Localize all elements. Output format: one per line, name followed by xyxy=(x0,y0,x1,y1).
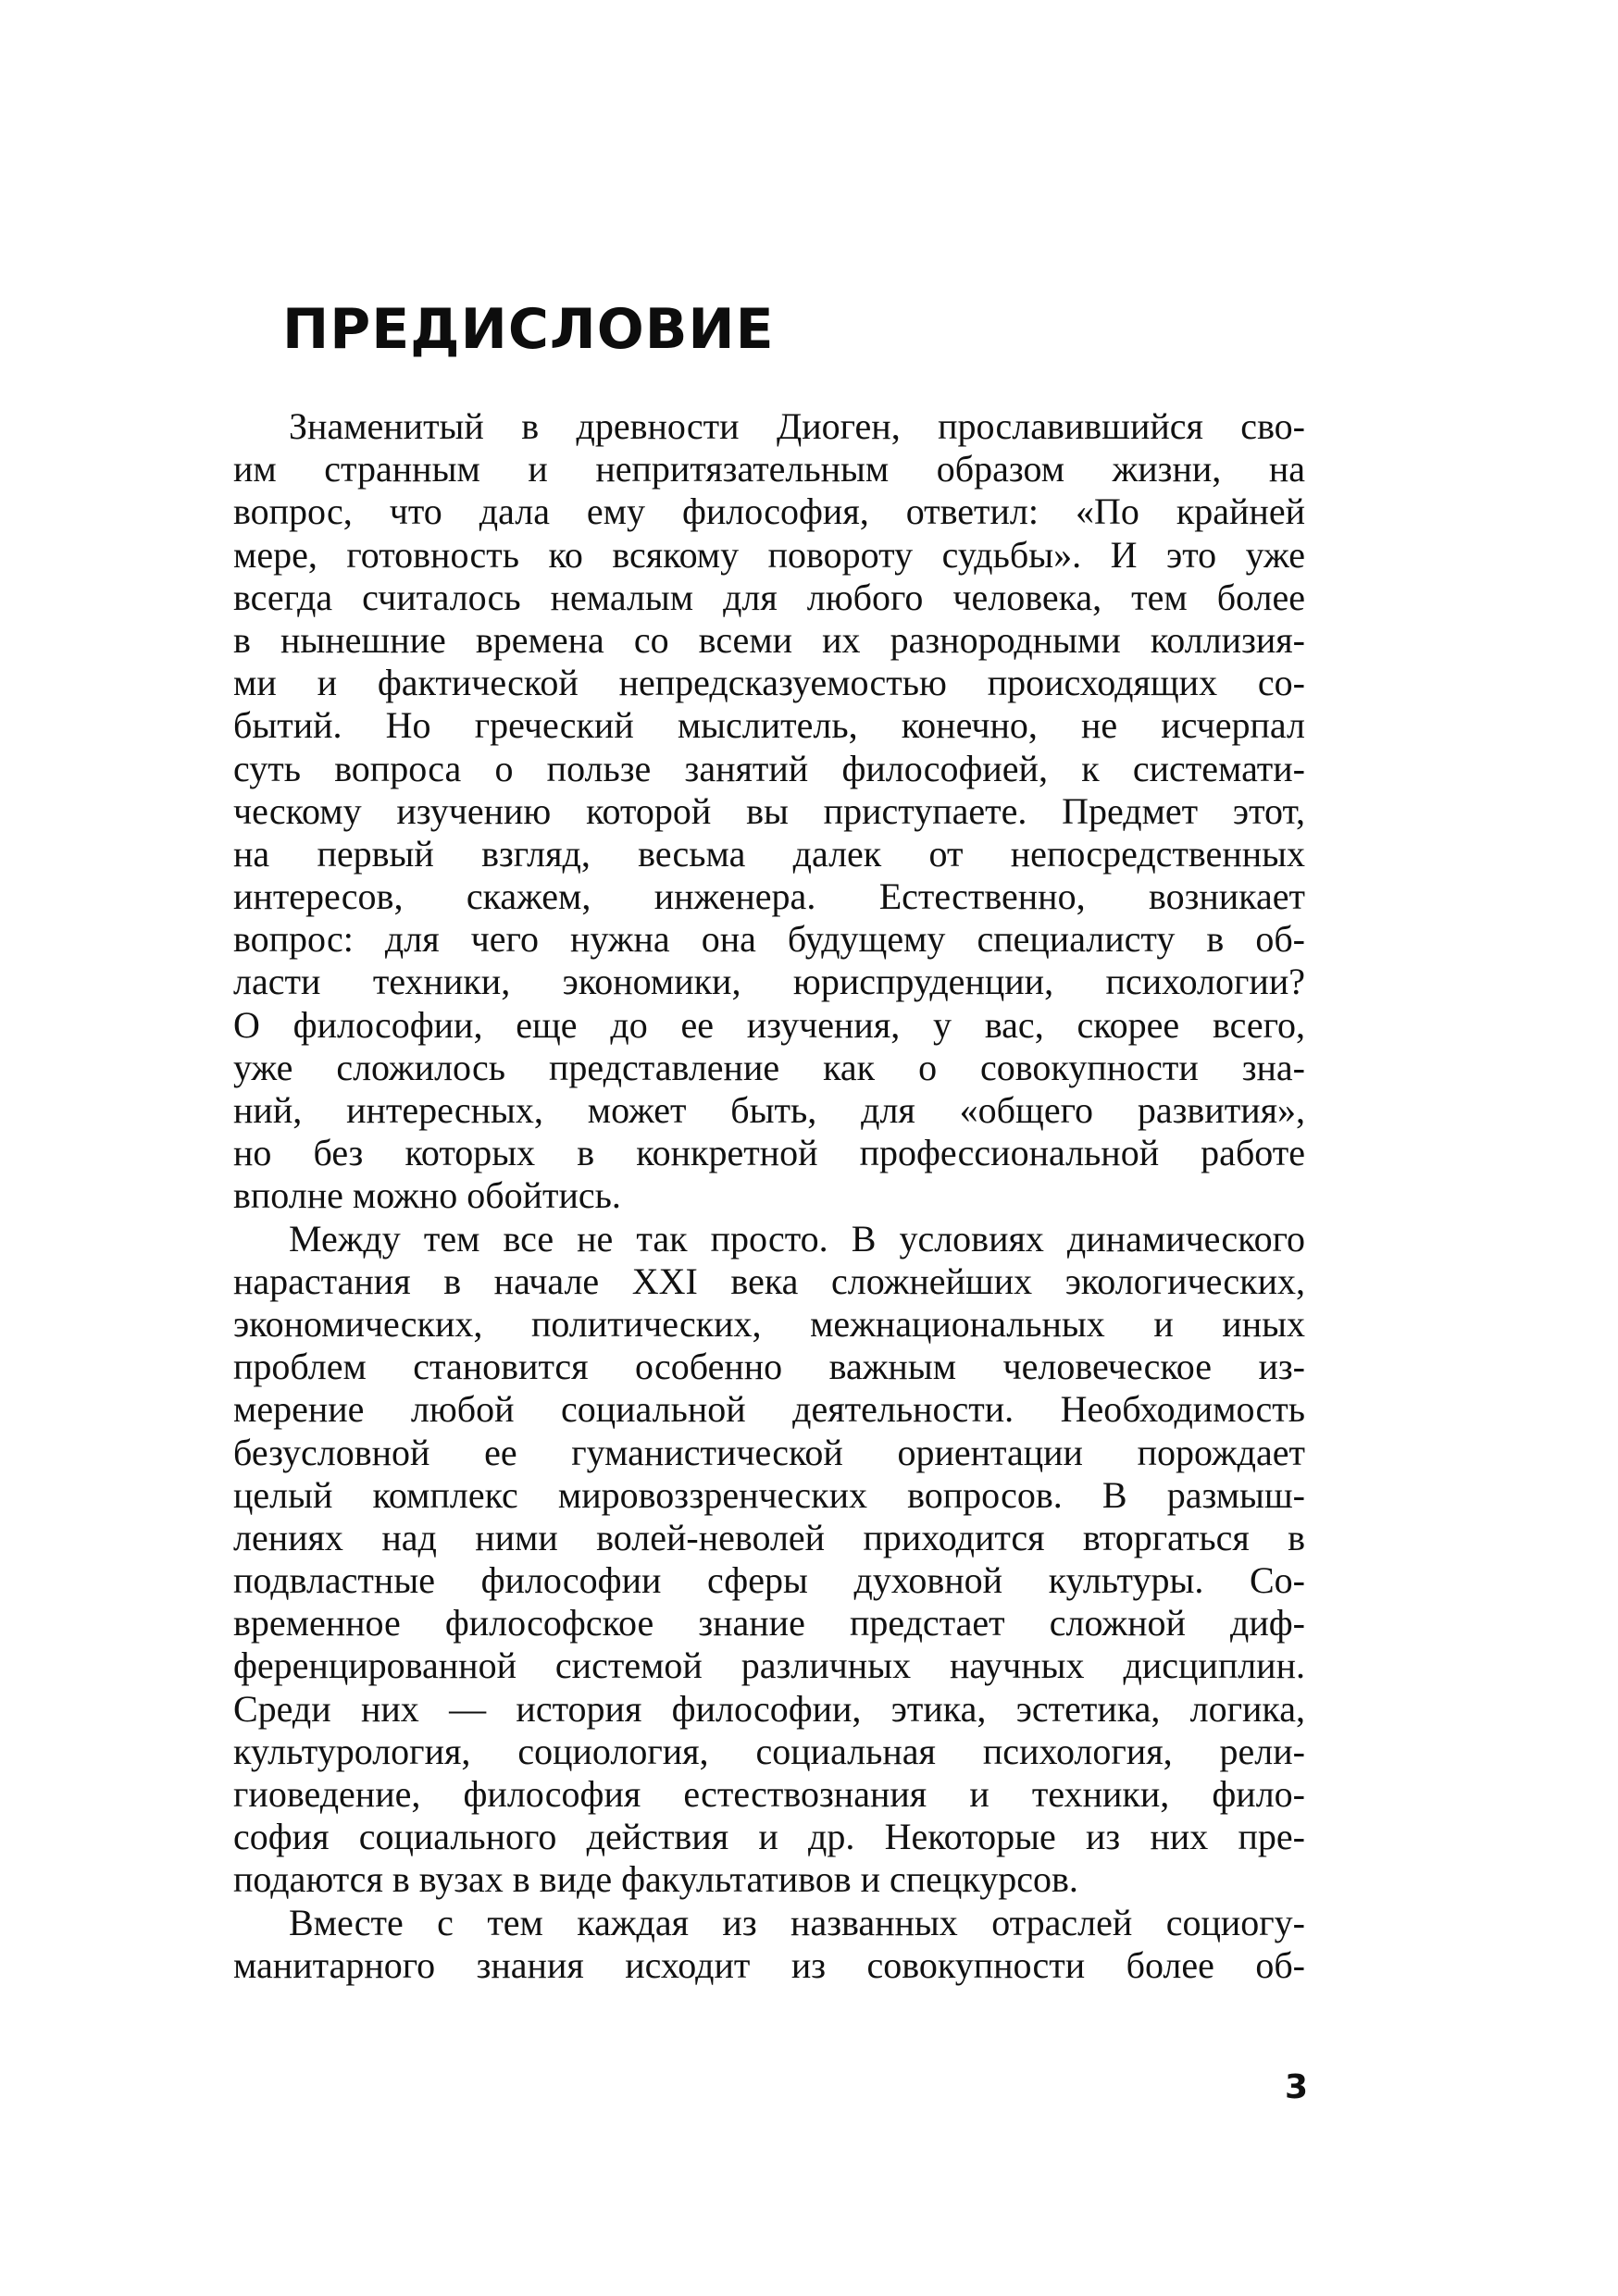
chapter-heading: ПРЕДИСЛОВИЕ xyxy=(282,297,775,362)
text-line: вполне можно обойтись. xyxy=(233,1174,621,1217)
text-line: вопрос, что дала ему философия, ответил: «По крайней xyxy=(233,490,1305,533)
text-line: Среди них — история философии, этика, эстетика, логика, xyxy=(233,1687,1305,1730)
text-line: бытий. Но греческий мыслитель, конечно, не исчерпал xyxy=(233,704,1305,747)
text-line: в нынешние времена со всеми их разнородными коллизия- xyxy=(233,618,1305,661)
text-line: уже сложилось представление как о совокупности зна- xyxy=(233,1046,1305,1088)
text-line: Знаменитый в древности Диоген, прославившийся сво- xyxy=(289,405,1305,447)
paragraph-2 xyxy=(233,1218,1305,1902)
text-line: целый комплекс мировоззренческих вопросов. В размыш- xyxy=(233,1473,1305,1516)
text-line: ческому изучению которой вы приступаете. Предмет этот, xyxy=(233,789,1305,832)
text-line: им странным и непритязательным образом жизни, на xyxy=(233,448,1305,490)
text-line: но без которых в конкретной профессиональной работе xyxy=(233,1132,1305,1174)
text-line: Вместе с тем каждая из названных отраслей социогу- xyxy=(289,1901,1305,1943)
text-line: подвластные философии сферы духовной культуры. Со- xyxy=(233,1559,1305,1602)
text-line: ний, интересных, может быть, для «общего развития», xyxy=(233,1089,1305,1131)
text-line: интересов, скажем, инженера. Естественно, возникает xyxy=(233,875,1305,918)
text-line: Между тем все не так просто. В условиях динамического xyxy=(289,1217,1305,1260)
text-line: суть вопроса о пользе занятий философией, к системати- xyxy=(233,747,1305,789)
text-line: безусловной ее гуманистической ориентации порождает xyxy=(233,1431,1305,1473)
paragraph-1 xyxy=(233,405,1305,1218)
text-line: экономических, политических, межнациональных и иных xyxy=(233,1302,1305,1345)
text-line: ласти техники, экономики, юриспруденции, психологии? xyxy=(233,961,1305,1003)
text-line: нарастания в начале XXI века сложнейших экологических, xyxy=(233,1260,1305,1302)
text-line: ференцированной системой различных научных дисциплин. xyxy=(233,1644,1305,1687)
text-line: манитарного знания исходит из совокупности более об- xyxy=(233,1943,1305,1986)
text-line: проблем становится особенно важным человеческое из- xyxy=(233,1346,1305,1388)
text-line: гиоведение, философия естествознания и техники, фило- xyxy=(233,1773,1305,1815)
text-line: культурология, социология, социальная психология, рели- xyxy=(233,1730,1305,1772)
text-line: мерение любой социальной деятельности. Необходимость xyxy=(233,1388,1305,1431)
paragraph-3 xyxy=(233,1902,1305,1987)
text-line: лениях над ними волей-неволей приходится вторгаться в xyxy=(233,1516,1305,1558)
text-line: мере, готовность ко всякому повороту судьбы». И это уже xyxy=(233,533,1305,576)
text-line: софия социального действия и др. Некоторые из них пре- xyxy=(233,1816,1305,1858)
text-line: О философии, еще до ее изучения, у вас, скорее всего, xyxy=(233,1003,1305,1046)
text-line: на первый взгляд, весьма далек от непосредственных xyxy=(233,832,1305,875)
text-line: ми и фактической непредсказуемостью происходящих со- xyxy=(233,662,1305,704)
page-number: 3 xyxy=(1285,2068,1309,2106)
text-line: вопрос: для чего нужна она будущему специалисту в об- xyxy=(233,918,1305,961)
body-text xyxy=(233,405,1305,1987)
text-line: временное философское знание предстает сложной диф- xyxy=(233,1602,1305,1644)
text-line: всегда считалось немалым для любого человека, тем более xyxy=(233,576,1305,618)
text-line: подаются в вузах в виде факультативов и спецкурсов. xyxy=(233,1858,1078,1901)
